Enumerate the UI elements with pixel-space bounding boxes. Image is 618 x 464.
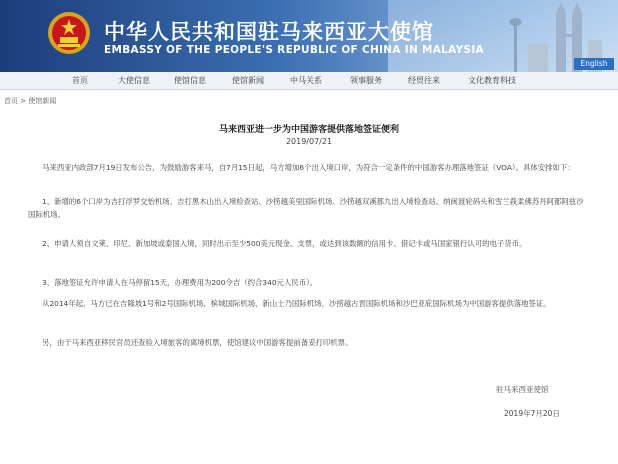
nav-item-relations[interactable]: 中马关系 (290, 76, 322, 85)
header-banner (0, 0, 618, 72)
article-paragraph: 2、申请人须自文莱、印尼、新加坡或泰国入境，同时出示至少500美元现金、支票，或达到该数额的信用卡、借记卡或马国家银行认可的电子货币。 (42, 239, 527, 248)
site-subtitle: EMBASSY OF THE PEOPLE'S REPUBLIC OF CHINA IN MALAYSIA (104, 44, 484, 56)
main-nav (0, 72, 618, 90)
signature: 驻马来西亚使馆 (496, 385, 549, 394)
article-paragraph: 马来西亚内政部7月19日发布公告，为鼓励游客来马，自7月15日起，马方增加6个出入境口岸，为符合一定条件的中国游客办理落地签证（VOA）。具体安排如下： (42, 163, 575, 172)
sign-date: 2019年7月20日 (504, 409, 560, 418)
article-paragraph: 3、落地签证允许申请人在马停留15天，办理费用为200令吉（约合340元人民币）。 (42, 278, 318, 287)
breadcrumb: 首页 > 使馆新闻 (4, 97, 57, 105)
nav-item-embassy-info[interactable]: 使馆信息 (174, 76, 206, 85)
article-date: 2019/07/21 (285, 137, 333, 146)
article-title: 马来西亚进一步为中国游客提供落地签证便利 (218, 125, 399, 135)
article-paragraph: 从2014年起，马方已在吉隆坡1号和2号国际机场、槟城国际机场、新山士乃国际机场、沙捞越古晋国际机场和沙巴亚庇国际机场为中国游客提供落地签证。 (42, 299, 551, 308)
article-paragraph: 另，由于马来西亚移民官员还查验入境旅客的离境机票，使馆建议中国游客提前备妥打印机票。 (42, 338, 353, 347)
site-title: 中华人民共和国驻马来西亚大使馆 (104, 20, 434, 44)
nav-item-home[interactable]: 首页 (72, 76, 88, 85)
nav-item-trade[interactable]: 经贸往来 (408, 76, 440, 85)
national-emblem-icon (46, 10, 92, 56)
nav-item-consular[interactable]: 领事服务 (350, 76, 382, 85)
english-link[interactable]: English (574, 58, 614, 70)
article-paragraph: 1、新增的6个口岸为吉打浮罗交怡机场、吉打黑木山出入境检查站、沙捞越美里国际机场、沙捞越双溪都九出入境检查站、纳闽渡轮码头和雪兰莪柔佛苏丹阿都阿兹沙国际机场。 (28, 197, 584, 219)
nav-item-embassy-news[interactable]: 使馆新闻 (232, 76, 264, 85)
nav-item-ambassador[interactable]: 大使信息 (118, 76, 150, 85)
nav-item-culture[interactable]: 文化教育科技 (468, 76, 516, 85)
